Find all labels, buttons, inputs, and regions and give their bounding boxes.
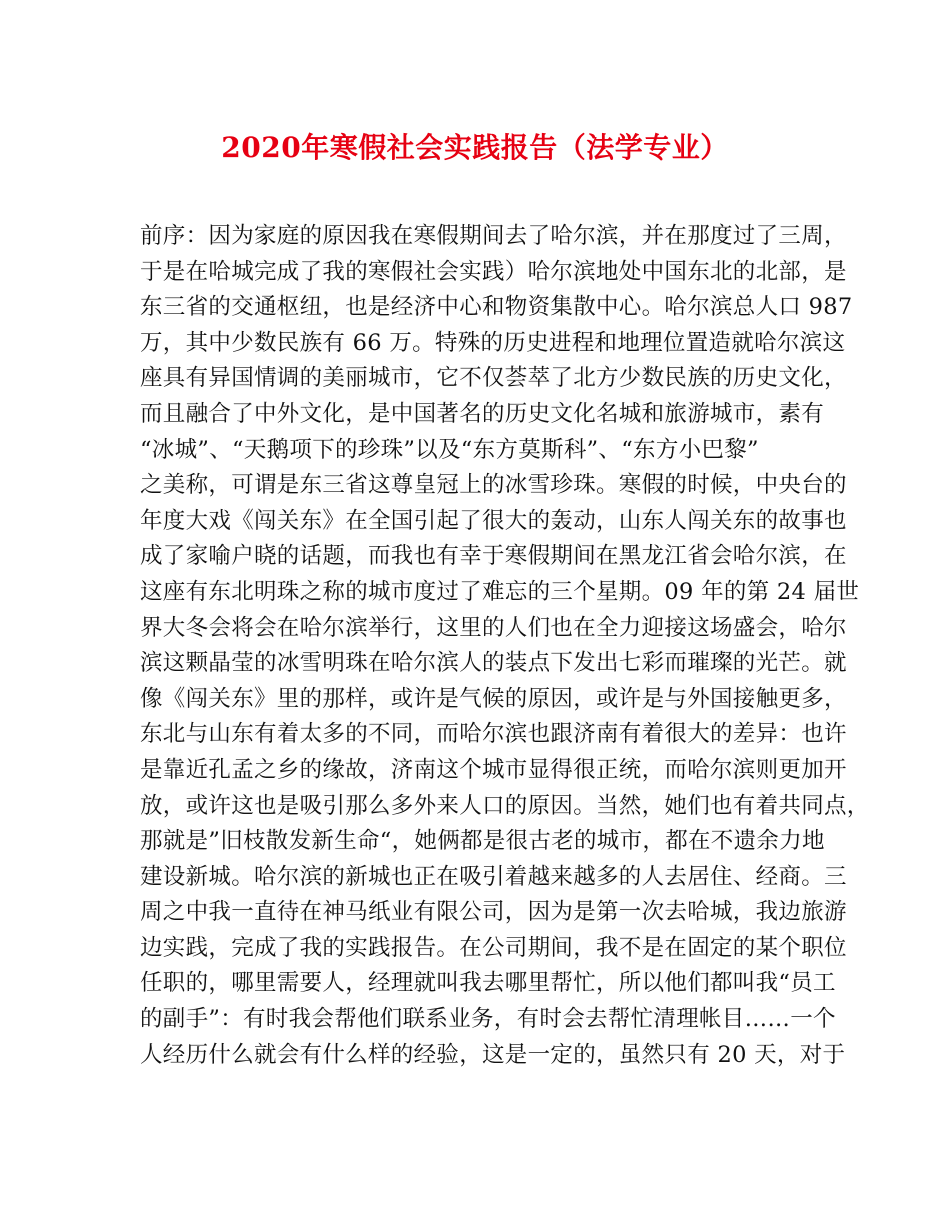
body-line: 那就是”旧枝散发新生命“，她俩都是很古老的城市，都在不遗余力地 — [140, 828, 825, 855]
body-line: 滨这颗晶莹的冰雪明珠在哈尔滨人的装点下发出七彩而璀璨的光芒。就 — [140, 650, 847, 677]
body-line: 而且融合了中外文化，是中国著名的历史文化名城和旅游城市，素有 — [140, 400, 825, 427]
body-line: 放，或许这也是吸引那么多外来人口的原因。当然，她们也有着共同点， — [140, 792, 870, 819]
body-line: 东三省的交通枢纽，也是经济中心和物资集散中心。哈尔滨总人口 987 — [140, 294, 853, 321]
body-line: “冰城”、“天鹅项下的珍珠”以及“东方莫斯科”、“东方小巴黎” — [140, 436, 759, 463]
body-line: 成了家喻户晓的话题，而我也有幸于寒假期间在黑龙江省会哈尔滨，在 — [140, 543, 847, 570]
body-line: 建设新城。哈尔滨的新城也正在吸引着越来越多的人去居住、经商。三 — [140, 863, 847, 890]
body-line: 这座有东北明珠之称的城市度过了难忘的三个星期。09 年的第 24 届世 — [140, 578, 860, 605]
body-line: 之美称，可谓是东三省这尊皇冠上的冰雪珍珠。寒假的时候，中央台的 — [140, 472, 847, 499]
body-line: 东北与山东有着太多的不同，而哈尔滨也跟济南有着很大的差异：也许 — [140, 721, 847, 748]
body-line: 界大冬会将会在哈尔滨举行，这里的人们也在全力迎接这场盛会，哈尔 — [140, 614, 847, 641]
body-line: 年度大戏《闯关东》在全国引起了很大的轰动，山东人闯关东的故事也 — [140, 507, 847, 534]
body-line: 是靠近孔孟之乡的缘故，济南这个城市显得很正统，而哈尔滨则更加开 — [140, 756, 847, 783]
document-title: 2020年寒假社会实践报告（法学专业） — [221, 131, 729, 164]
body-line: 的副手”：有时我会帮他们联系业务，有时会去帮忙清理帐目……一个 — [140, 1006, 836, 1033]
body-line: 边实践，完成了我的实践报告。在公司期间，我不是在固定的某个职位 — [140, 934, 847, 961]
body-line: 任职的，哪里需要人，经理就叫我去哪里帮忙，所以他们都叫我“员工 — [140, 970, 836, 997]
body-line: 万，其中少数民族有 66 万。特殊的历史进程和地理位置造就哈尔滨这 — [140, 329, 846, 356]
body-line: 前序：因为家庭的原因我在寒假期间去了哈尔滨，并在那度过了三周， — [140, 223, 847, 249]
body-line: 周之中我一直待在神马纸业有限公司，因为是第一次去哈城，我边旅游 — [140, 899, 847, 926]
body-line: 人经历什么就会有什么样的经验，这是一定的，虽然只有 20 天，对于 — [140, 1041, 846, 1068]
body-line: 座具有异国情调的美丽城市，它不仅荟萃了北方少数民族的历史文化， — [140, 365, 847, 392]
body-line: 于是在哈城完成了我的寒假社会实践）哈尔滨地处中国东北的北部，是 — [140, 258, 847, 285]
document-body — [140, 219, 870, 1073]
body-line: 像《闯关东》里的那样，或许是气候的原因，或许是与外国接触更多， — [140, 685, 847, 712]
